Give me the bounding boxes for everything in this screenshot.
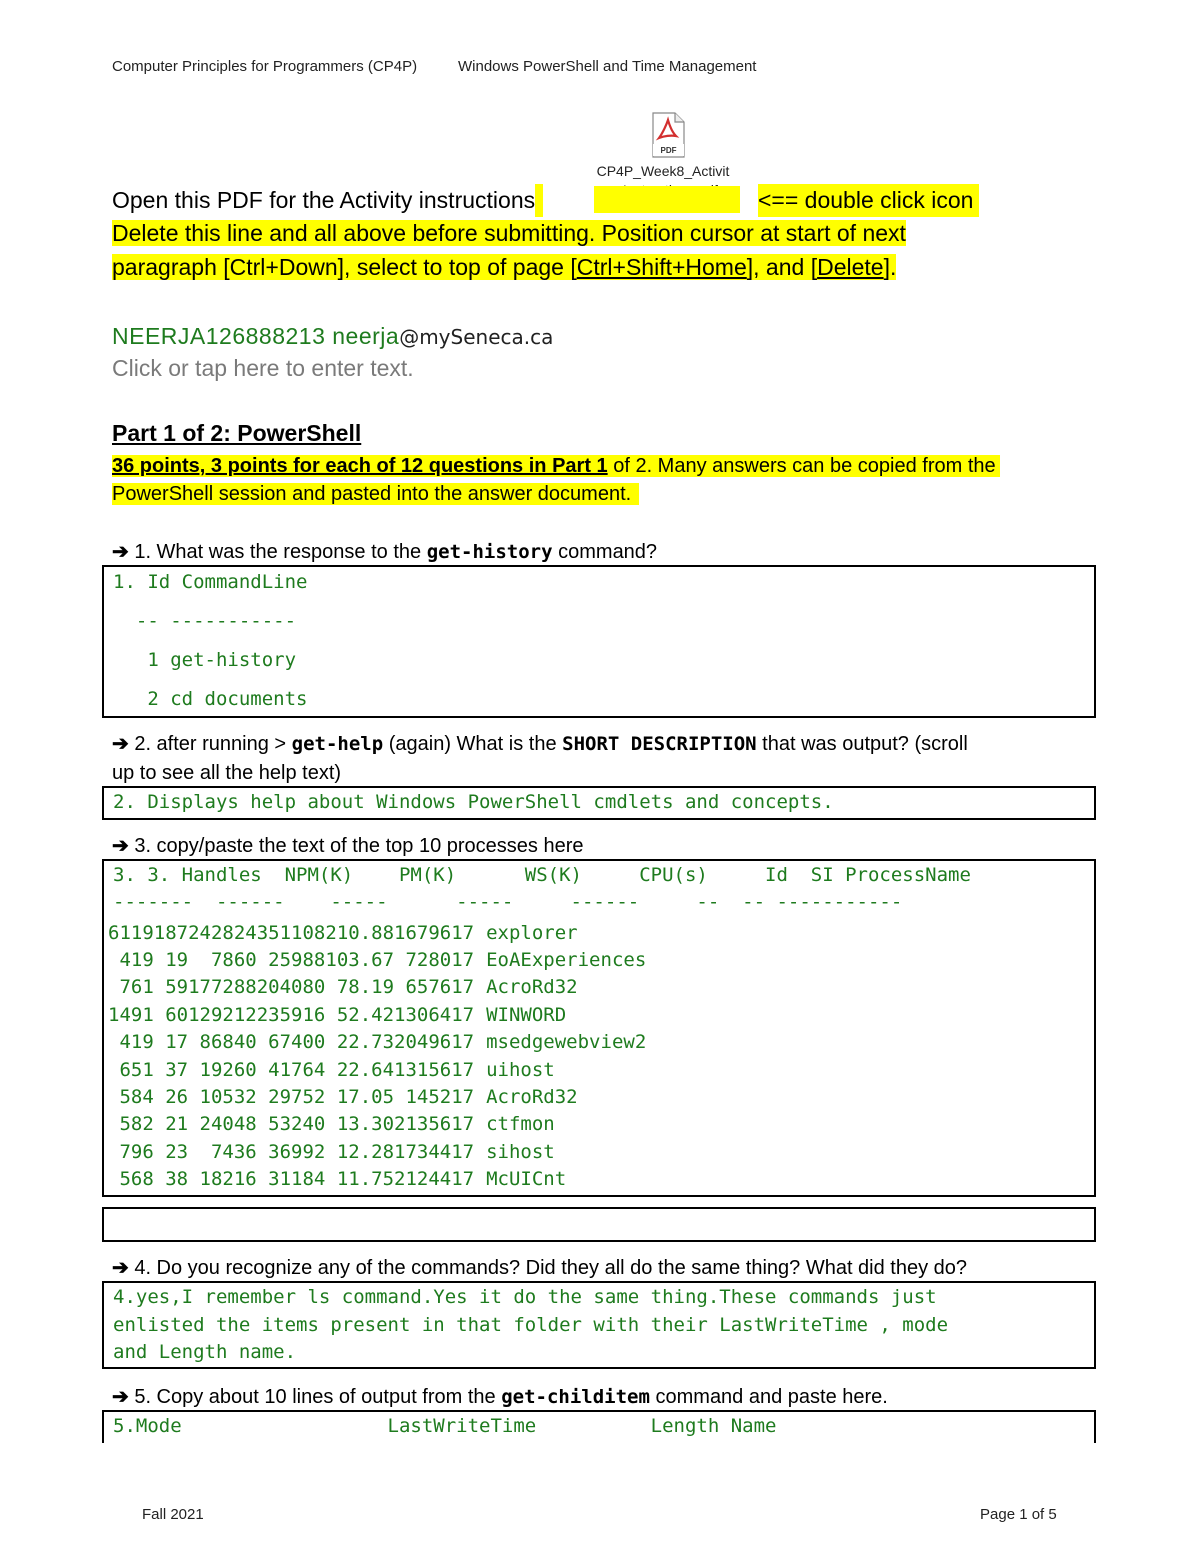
si-cell: 17 — [451, 1140, 475, 1163]
cpu-cell: 11.75 — [336, 1168, 395, 1191]
id-cell: 21356 — [394, 1113, 452, 1136]
id-cell: 13156 — [394, 1058, 452, 1081]
student-id-field[interactable] — [112, 320, 553, 354]
process-name-cell: EoAExperiences — [486, 949, 647, 972]
pm-cell: 24048 — [199, 1113, 257, 1136]
npm-cell: 21 — [165, 1113, 189, 1136]
q4-answer-line: 4.yes,I remember ls command.Yes it do the same thing.These commands just — [113, 1286, 937, 1308]
id-cell: 13064 — [394, 1003, 452, 1026]
question-4 — [112, 1254, 967, 1283]
answer-box-2[interactable] — [102, 786, 1096, 820]
handles-cell: 584 — [119, 1086, 154, 1109]
process-name-cell: ctfmon — [486, 1113, 555, 1136]
arrow-right-icon: ➔ — [112, 541, 129, 563]
open-pdf-instruction — [112, 184, 543, 217]
process-table-divider: ------- ------ ----- ----- ------ -- -- ----------- — [113, 891, 903, 913]
footer-page-number: Page 1 of 5 — [980, 1506, 1057, 1523]
arrow-right-icon: ➔ — [112, 835, 129, 857]
delete-instruction-line2 — [112, 251, 896, 284]
q4-text: 4. Do you recognize any of the commands? Did they all do the same thing? What did they do? — [128, 1257, 968, 1279]
answer-box-3[interactable] — [102, 859, 1096, 1197]
q2-text-before: 2. after running > — [128, 733, 292, 755]
npm-cell: 37 — [165, 1058, 189, 1081]
handles-cell: 568 — [119, 1168, 154, 1191]
process-row — [108, 1029, 646, 1056]
ws-cell: 31184 — [268, 1168, 326, 1191]
id-cell: 20496 — [394, 1031, 452, 1054]
si-cell: 17 — [451, 1031, 475, 1054]
q2-text-after: that was output? (scroll — [756, 733, 968, 755]
q1-answer-line: -- ----------- — [113, 610, 297, 632]
si-cell: 17 — [451, 921, 475, 944]
process-row — [108, 946, 646, 973]
arrow-right-icon: ➔ — [112, 1386, 129, 1408]
ws-cell: 67400 — [268, 1031, 326, 1054]
pm-cell: 86840 — [199, 1031, 257, 1054]
q2-command: get-help — [291, 733, 384, 755]
q2-text-line2: up to see all the help text) — [112, 762, 342, 784]
npm-cell: 19 — [165, 949, 189, 972]
cpu-cell: 22.73 — [336, 1031, 395, 1054]
pm-cell: 10532 — [199, 1086, 257, 1109]
header-topic-title: Windows PowerShell and Time Management — [458, 58, 757, 75]
npm-cell: 23 — [165, 1140, 189, 1163]
ws-cell: 36992 — [268, 1140, 326, 1163]
pm-cell: 18216 — [199, 1168, 257, 1191]
si-cell: 17 — [451, 1168, 475, 1191]
process-row — [108, 1083, 646, 1110]
pm-cell: 7860 — [210, 949, 257, 972]
cpu-cell: 210.88 — [325, 921, 395, 944]
q1-text-before: 1. What was the response to the — [128, 541, 427, 563]
question-1 — [112, 538, 657, 567]
part1-description — [112, 452, 1000, 508]
process-name-cell: sihost — [486, 1140, 555, 1163]
q5-command: get-childitem — [501, 1386, 650, 1408]
process-name-cell: msedgewebview2 — [486, 1031, 647, 1054]
q2-answer: 2. Displays help about Windows PowerShell cmdlets and concepts. — [113, 791, 834, 813]
npm-cell: 38 — [165, 1168, 189, 1191]
double-click-hint: <== double click icon — [758, 184, 979, 217]
handles-cell: 796 — [119, 1140, 154, 1163]
ws-cell: 53240 — [268, 1113, 326, 1136]
process-name-cell: explorer — [486, 921, 578, 944]
process-name-cell: uihost — [486, 1058, 555, 1081]
npm-cell: 26 — [165, 1086, 189, 1109]
npm-cell: 59 — [165, 976, 189, 999]
q1-answer-line: 2 cd documents — [113, 688, 308, 710]
empty-answer-box[interactable] — [102, 1207, 1096, 1242]
process-rows — [108, 919, 646, 1193]
handles-cell: 761 — [119, 976, 154, 999]
header-course-title: Computer Principles for Programmers (CP4P) — [112, 58, 418, 75]
delete-instruction-text1: Delete this line and all above before submitting. Position cursor at start of next — [112, 220, 906, 246]
cpu-cell: 52.42 — [336, 1003, 395, 1026]
npm-cell: 17 — [165, 1031, 189, 1054]
si-cell: 17 — [451, 1113, 475, 1136]
pm-cell: 177288 — [188, 976, 257, 999]
pdf-file-icon[interactable] — [651, 112, 685, 158]
id-cell: 6576 — [405, 976, 452, 999]
pm-cell: 19260 — [199, 1058, 257, 1081]
process-row — [108, 1138, 646, 1165]
pdf-filename-line1: CP4P_Week8_Activit — [596, 163, 730, 179]
text-entry-placeholder[interactable]: Click or tap here to enter text. — [112, 355, 414, 381]
question-2 — [112, 730, 968, 788]
process-row — [108, 974, 646, 1001]
delete-instruction-text3: ], and [ — [746, 254, 818, 280]
part1-desc-line2: PowerShell session and pasted into the answer document. — [112, 483, 639, 505]
handles-cell: 419 — [119, 949, 154, 972]
id-cell: 7280 — [405, 949, 452, 972]
process-table-header: 3. 3. Handles NPM(K) PM(K) WS(K) CPU(s) Id SI ProcessName — [113, 864, 971, 886]
cpu-cell: 17.05 — [336, 1086, 395, 1109]
process-row — [108, 919, 646, 946]
si-cell: 17 — [451, 976, 475, 999]
ws-cell: 204080 — [256, 976, 326, 999]
q4-answer-line: and Length name. — [113, 1341, 297, 1363]
ws-cell: 29752 — [268, 1086, 326, 1109]
q5-text-after: command and paste here. — [649, 1386, 888, 1408]
process-row — [108, 1056, 646, 1083]
process-row — [108, 1001, 646, 1028]
question-3 — [112, 832, 584, 861]
cpu-cell: 13.30 — [336, 1113, 395, 1136]
ws-cell: 41764 — [268, 1058, 326, 1081]
pm-cell: 242824 — [188, 921, 257, 944]
id-cell: 21244 — [394, 1168, 452, 1191]
student-email-domain: @mySeneca.ca — [399, 325, 554, 349]
open-pdf-text: Open this PDF for the Activity instructions — [112, 187, 536, 213]
footer-term: Fall 2021 — [142, 1506, 204, 1523]
id-cell: 17344 — [394, 1140, 452, 1163]
shortcut-delete[interactable]: Delete — [817, 254, 884, 280]
npm-cell: 187 — [153, 921, 189, 944]
student-id-name: NEERJA126888213 neerja — [112, 323, 400, 349]
pdf-badge-text: PDF — [660, 146, 677, 155]
highlight-gap — [535, 184, 543, 217]
arrow-right-icon: ➔ — [112, 733, 129, 755]
si-cell: 17 — [451, 1003, 475, 1026]
q1-text-after: command? — [552, 541, 658, 563]
q2-term: SHORT DESCRIPTION — [562, 733, 757, 755]
ws-cell: 235916 — [256, 1003, 326, 1026]
q2-text-mid: (again) What is the — [383, 733, 563, 755]
pm-cell: 7436 — [210, 1140, 257, 1163]
si-cell: 17 — [451, 949, 475, 972]
process-name-cell: AcroRd32 — [486, 976, 578, 999]
process-name-cell: AcroRd32 — [486, 1086, 578, 1109]
q5-text-before: 5. Copy about 10 lines of output from the — [128, 1386, 502, 1408]
pm-cell: 129212 — [188, 1003, 257, 1026]
cpu-cell: 12.28 — [336, 1140, 395, 1163]
handles-cell: 419 — [119, 1031, 154, 1054]
ws-cell: 25988 — [268, 949, 326, 972]
q1-answer-line: 1. Id CommandLine — [113, 571, 308, 593]
q5-answer: 5.Mode LastWriteTime Length Name — [113, 1415, 777, 1437]
npm-cell: 60 — [165, 1003, 189, 1026]
cpu-cell: 103.67 — [325, 949, 395, 972]
handles-cell: 6119 — [108, 921, 154, 944]
ws-cell: 351108 — [256, 921, 326, 944]
process-row — [108, 1166, 646, 1193]
id-cell: 1452 — [405, 1086, 452, 1109]
answer-box-1[interactable] — [102, 565, 1096, 718]
arrow-right-icon: ➔ — [112, 1257, 129, 1279]
shortcut-ctrl-shift-home[interactable]: Ctrl+Shift+Home — [576, 254, 747, 280]
handles-cell: 582 — [119, 1113, 154, 1136]
cpu-cell: 78.19 — [336, 976, 395, 999]
question-5 — [112, 1383, 888, 1412]
si-cell: 17 — [451, 1058, 475, 1081]
si-cell: 17 — [451, 1086, 475, 1109]
answer-box-5[interactable] — [102, 1410, 1096, 1443]
answer-box-4[interactable] — [102, 1281, 1096, 1369]
q1-answer-line: 1 get-history — [113, 649, 297, 671]
delete-instruction-line1 — [112, 217, 906, 250]
part1-title: Part 1 of 2: PowerShell — [112, 420, 362, 446]
attachment-highlight — [594, 186, 740, 213]
q3-text: 3. copy/paste the text of the top 10 processes here — [128, 835, 584, 857]
q4-answer-line: enlisted the items present in that folder with their LastWriteTime , mode — [113, 1314, 949, 1336]
delete-instruction-text4: ]. — [883, 254, 897, 280]
q1-command: get-history — [426, 541, 553, 563]
delete-instruction-text2: paragraph [Ctrl+Down], select to top of page [ — [112, 254, 577, 280]
cpu-cell: 22.64 — [336, 1058, 395, 1081]
process-name-cell: McUICnt — [486, 1168, 567, 1191]
process-row — [108, 1111, 646, 1138]
part1-desc-rest: of 2. Many answers can be copied from the — [607, 455, 996, 477]
handles-cell: 651 — [119, 1058, 154, 1081]
handles-cell: 1491 — [108, 1003, 154, 1026]
part1-points: 36 points, 3 points for each of 12 questions in Part 1 — [112, 455, 608, 477]
process-name-cell: WINWORD — [486, 1003, 567, 1026]
id-cell: 16796 — [394, 921, 452, 944]
